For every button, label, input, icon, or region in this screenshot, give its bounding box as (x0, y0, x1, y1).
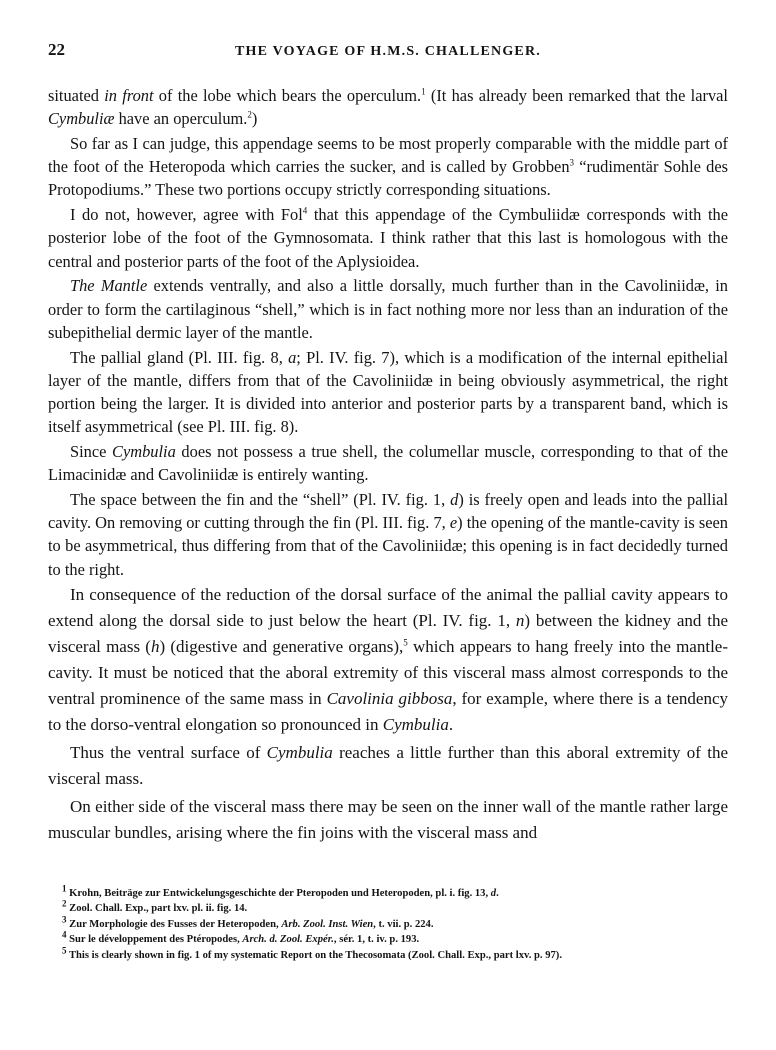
page (48, 40, 728, 847)
text-run: Krohn, Beiträge zur Entwickelungsgeschichte der Pteropoden und Heteropoden, pl. i. fig. 13, (66, 888, 491, 899)
body-text (48, 84, 728, 846)
text-run: , sér. 1, t. iv. p. 193. (333, 934, 420, 946)
footnote (48, 914, 728, 932)
text-run: In consequence of the reduction of the dorsal surface of the animal the pallial cavity appears to extend along the dorsal side to just below the heart (Pl. IV. fig. 1, (48, 585, 728, 631)
paragraph (48, 346, 728, 439)
paragraph (48, 488, 728, 581)
footnote-ref: 2 (247, 109, 252, 120)
footnote (48, 929, 728, 947)
text-run: This is clearly shown in fig. 1 of my systematic Report on the Thecosomata (Zool. Chall. Exp., part lxv. p. 97). (66, 949, 562, 961)
text-run: “rudimentär Sohle des Protopodiums.” These two portions occupy strictly corresponding situations. (48, 157, 728, 200)
italic-text: Cymbulia (266, 743, 333, 763)
text-run: extends ventrally, and also a little dorsally, much further than in the Cavoliniidæ, in order to form the cartilaginous “shell,” which is in fact nothing more nor less than an induration of the subepithelial dermic layer of the mantle. (48, 276, 728, 342)
page-number: 22 (48, 40, 65, 59)
paragraph (48, 740, 728, 792)
text-run: which appears to hang freely into the mantle-cavity. It must be noticed that the aboral extremity of this visceral mass almost corresponds to the ventral prominence of the same mass in (48, 637, 728, 709)
text-run: Thus the ventral surface of (70, 743, 267, 763)
text-run: (It has already been remarked that the larval (425, 86, 728, 105)
footnote-ref: 3 (569, 157, 575, 168)
footnote (48, 883, 728, 901)
text-run: The pallial gland (Pl. III. fig. 8, (70, 347, 289, 367)
footnote (48, 945, 728, 963)
running-title: THE VOYAGE OF H.M.S. CHALLENGER. (235, 44, 541, 59)
text-run: of the lobe which bears the operculum. (153, 86, 422, 105)
footnote-ref: 5 (62, 945, 67, 956)
footnote-ref: 1 (62, 883, 67, 894)
footnote-ref: 1 (421, 86, 426, 97)
italic-text: Cymbuliæ (48, 109, 115, 129)
italic-text: a (288, 347, 297, 367)
text-run: situated (48, 86, 105, 105)
paragraph (48, 794, 728, 846)
page-header (48, 40, 728, 70)
text-run: On either side of the visceral mass there may be seen on the inner wall of the mantle rather large muscular bundles, arising where the fin joins with the visceral mass and (48, 796, 728, 842)
paragraph (48, 84, 728, 130)
italic-text: h (150, 637, 160, 657)
text-run: . (448, 715, 454, 735)
italic-text: Cymbulia (112, 442, 176, 462)
footnotes (48, 883, 728, 963)
text-run: ) the opening of the mantle-cavity is seen to be asymmetrical, thus differing from that of the Cavoliniidæ; this opening is in fact decidedly turned to the right. (48, 513, 728, 579)
footnote-ref: 2 (62, 898, 67, 909)
text-run: ) (digestive and generative organs), (159, 637, 404, 657)
text-run: Since (70, 442, 113, 462)
italic-text: Arb. Zool. Inst. Wien (281, 918, 374, 930)
italic-text: Cymbulia (382, 715, 449, 735)
italic-text: n (515, 611, 525, 631)
text-run: have an operculum. (114, 109, 248, 129)
paragraph (48, 132, 728, 202)
footnote-ref: 5 (403, 637, 408, 648)
text-run: Sur le développement des Ptéropodes, (66, 934, 243, 946)
text-run: I do not, however, agree with Fol (70, 205, 303, 225)
paragraph (48, 274, 728, 344)
paragraph (48, 203, 728, 273)
italic-text: d (490, 888, 497, 899)
italic-text: Cavolinia gibbosa (326, 689, 453, 709)
text-run: ) (251, 109, 258, 129)
text-run: ) is freely open and leads into the pallial cavity. On removing or cutting through the fin (Pl. III. fig. 7, (48, 490, 728, 533)
text-run: that this appendage of the Cymbuliidæ corresponds with the posterior lobe of the foot of the Gymnosomata. I think rather that this last is homologous with the central and posterior parts of the foot of the Aplysioidea. (48, 205, 728, 271)
text-run: . (496, 888, 499, 899)
italic-text: in front (104, 86, 154, 105)
italic-text: d (450, 490, 459, 510)
paragraph (48, 440, 728, 486)
footnote-ref: 4 (62, 929, 67, 940)
italic-text: The Mantle (70, 276, 148, 296)
text-run: So far as I can judge, this appendage seems to be most properly comparable with the middle part of the foot of the Heteropoda which carries the sucker, and is called by Grobben (48, 134, 728, 177)
text-run: ; Pl. IV. fig. 7), which is a modification of the internal epithelial layer of the mantle, differs from that of the Cavoliniidæ in being obviously asymmetrical, the right portion being the larger. It is divided into anterior and posterior parts by a transparent band, which is itself asymmetrical (see Pl. III. fig. 8). (48, 347, 728, 437)
paragraph (48, 582, 728, 738)
italic-text: Arch. d. Zool. Expér. (242, 934, 334, 946)
text-run: , for example, where there is a tendency to the dorso-ventral elongation so pronounced in (48, 689, 729, 735)
text-run: ) between the kidney and the visceral mass ( (48, 611, 728, 657)
text-run: , t. vii. p. 224. (373, 918, 434, 930)
text-run: Zur Morphologie des Fusses der Heteropoden, (66, 918, 282, 930)
text-run: does not possess a true shell, the columellar muscle, corresponding to that of the Limacinidæ and Cavoliniidæ is entirely wanting. (48, 442, 728, 485)
text-run: Zool. Chall. Exp., part lxv. pl. ii. fig. 14. (66, 903, 248, 915)
footnote (48, 898, 728, 916)
text-run: The space between the fin and the “shell” (Pl. IV. fig. 1, (70, 490, 451, 510)
italic-text: e (449, 513, 458, 533)
footnote-ref: 4 (302, 205, 308, 216)
text-run: reaches a little further than this aboral extremity of the visceral mass. (48, 743, 729, 789)
footnote-ref: 3 (62, 914, 67, 925)
